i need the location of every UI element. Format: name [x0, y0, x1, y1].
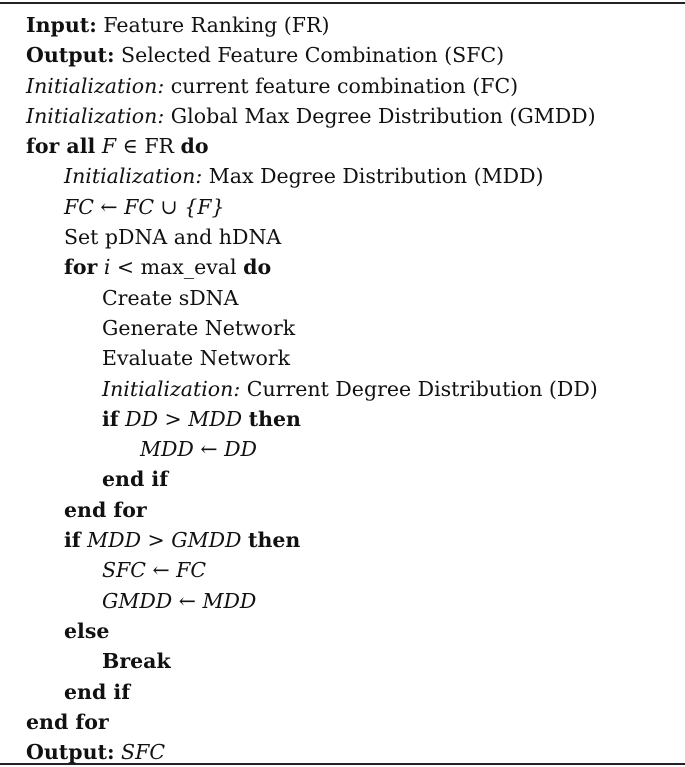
line-text: Feature Ranking (FR) [103, 13, 330, 37]
emphasis: Initialization: [102, 376, 241, 401]
math-expression: SFC ← FC [102, 558, 207, 583]
math-variable: i [103, 255, 111, 280]
line-text: Set pDNA and hDNA [64, 225, 282, 250]
algo-line-set-dna [26, 222, 681, 252]
keyword: Output: [26, 740, 115, 765]
algo-line-final-output [26, 737, 681, 767]
keyword: then [247, 528, 301, 553]
algo-line-generate-network [26, 313, 681, 343]
math-variable: SFC [121, 740, 165, 765]
keyword: do [243, 255, 272, 280]
keyword: end for [26, 709, 109, 734]
algo-line-if-dd [26, 404, 681, 434]
algo-line-init-fc [26, 71, 681, 101]
math-expression: GMDD ← MDD [102, 588, 257, 613]
algo-line-output [26, 40, 681, 70]
algo-line-evaluate-network [26, 343, 681, 373]
math-expression: MDD > GMDD [87, 528, 242, 553]
line-text: Max Degree Distribution (MDD) [208, 164, 544, 189]
math-expression: MDD ← DD [140, 437, 257, 462]
algo-line-sfc-assign [26, 555, 681, 585]
line-text: Current Degree Distribution (DD) [246, 376, 598, 401]
algo-line-for-i [26, 252, 681, 282]
line-text: Generate Network [102, 315, 296, 340]
line-text: FR [144, 134, 174, 159]
keyword: else [64, 618, 110, 643]
emphasis: Initialization: [64, 164, 203, 189]
emphasis: Initialization: [26, 103, 165, 128]
algo-line-if-mdd [26, 525, 681, 555]
keyword: end if [102, 467, 169, 492]
algo-line-fc-union [26, 192, 681, 222]
keyword: Break [102, 649, 171, 674]
keyword: if [102, 406, 119, 431]
algo-line-gmdd-assign [26, 586, 681, 616]
math-variable: F [101, 134, 117, 159]
algorithm-body [26, 10, 681, 767]
algo-line-init-mdd [26, 161, 681, 191]
line-text: Global Max Degree Distribution (GMDD) [170, 103, 596, 128]
line-text: current feature combination (FC) [170, 73, 519, 98]
keyword: for all [26, 134, 96, 159]
emphasis: Initialization: [26, 73, 165, 98]
math-expression: FC ← FC ∪ {F} [64, 194, 225, 219]
math-expression: DD > MDD [125, 406, 243, 431]
algorithm-box [0, 2, 685, 765]
algo-line-init-gmdd [26, 101, 681, 131]
algo-line-input [26, 10, 681, 40]
math-symbol: ∈ [122, 134, 138, 159]
algo-line-break [26, 646, 681, 676]
algo-line-create-sdna [26, 283, 681, 313]
keyword: if [64, 528, 81, 553]
keyword: end for [64, 497, 147, 522]
line-text: Create sDNA [102, 285, 239, 310]
algo-line-end-for-outer [26, 707, 681, 737]
algo-line-for-all [26, 131, 681, 161]
algo-line-init-dd [26, 374, 681, 404]
line-text: Evaluate Network [102, 346, 291, 371]
algo-line-end-if-outer [26, 677, 681, 707]
keyword: for [64, 255, 98, 280]
keyword: do [180, 134, 209, 159]
keyword: then [248, 406, 301, 431]
algo-line-end-for-inner [26, 495, 681, 525]
keyword: Output: [26, 43, 115, 68]
keyword: Input: [26, 13, 97, 37]
line-text: Selected Feature Combination (SFC) [121, 43, 505, 68]
line-text: < max_eval [116, 255, 237, 280]
algo-line-mdd-assign [26, 434, 681, 464]
keyword: end if [64, 679, 131, 704]
algo-line-else [26, 616, 681, 646]
algo-line-end-if-inner [26, 464, 681, 494]
